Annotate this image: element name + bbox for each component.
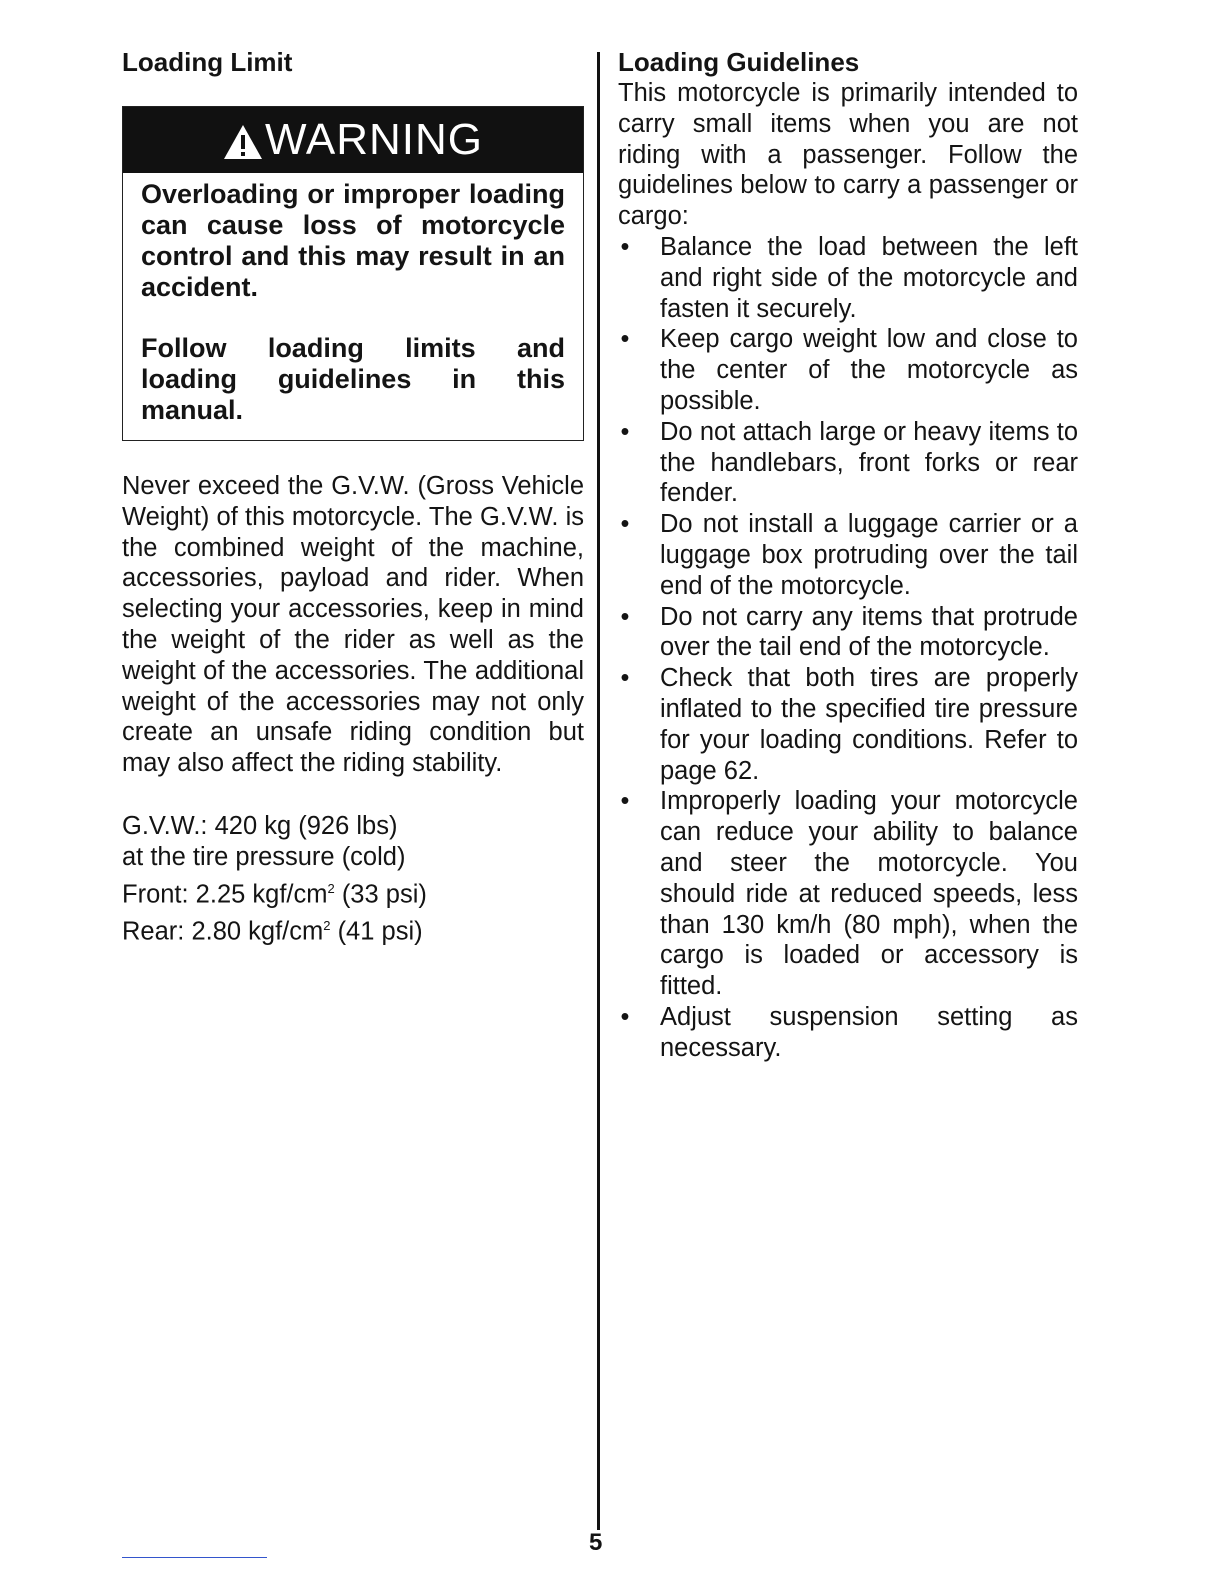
front-tire-pressure	[122, 873, 584, 911]
list-item: • Balance the load between the left and right side of the motorcycle and fasten it securely.	[618, 232, 1078, 324]
loading-guidelines-heading: Loading Guidelines	[618, 47, 860, 77]
list-item: • Do not install a luggage carrier or a luggage box protruding over the tail end of the motorcycle.	[618, 509, 1078, 601]
warning-body	[123, 173, 583, 440]
warning-text-1: Overloading or improper loading can cause loss of motorcycle control and this may result in an accident.	[141, 179, 565, 302]
list-item: • Check that both tires are properly inflated to the specified tire pressure for your loading conditions. Refer to page 62.	[618, 663, 1078, 786]
list-item: • Keep cargo weight low and close to the center of the motorcycle as possible.	[618, 324, 1078, 416]
warning-text-2: Follow loading limits and loading guidelines in this manual.	[141, 333, 565, 425]
bullet-icon: •	[620, 510, 630, 539]
page-number: 5	[589, 1529, 603, 1556]
list-item: • Do not carry any items that protrude over the tail end of the motorcycle.	[618, 602, 1078, 664]
front-psi: (33 psi)	[334, 880, 427, 909]
bullet-icon: •	[620, 1002, 630, 1031]
warning-box	[122, 106, 584, 441]
front-label: Front: 2.25 kgf/cm	[122, 880, 328, 909]
gvw-value: G.V.W.: 420 kg (926 lbs)	[122, 811, 398, 840]
left-column	[122, 46, 584, 948]
warning-triangle-icon	[223, 124, 263, 160]
rear-psi: (41 psi)	[330, 917, 423, 946]
rear-label: Rear: 2.80 kgf/cm	[122, 917, 324, 946]
column-divider	[597, 52, 600, 1530]
tire-pressure-condition: at the tire pressure (cold)	[122, 842, 406, 871]
footer-rule	[122, 1557, 267, 1558]
bullet-icon: •	[620, 325, 630, 354]
front-superscript: 2	[327, 880, 335, 896]
gvw-spec	[122, 811, 584, 948]
rear-tire-pressure	[122, 910, 584, 948]
guidelines-intro: This motorcycle is primarily intended to carry small items when you are not riding with a passenger. Follow the guidelines below to carry a passenger or cargo:	[618, 79, 1078, 231]
warning-title: WARNING	[264, 115, 484, 164]
warning-header	[123, 107, 583, 173]
bullet-icon: •	[620, 232, 630, 261]
rear-superscript: 2	[323, 918, 331, 934]
bullet-icon: •	[620, 787, 630, 816]
list-item: • Improperly loading your motorcycle can reduce your ability to balance and steer the motorcycle. You should ride at reduced speeds, less than 130 km/h (80 mph), when the cargo is loaded or accessory is fitted.	[618, 786, 1078, 1002]
list-item: • Do not attach large or heavy items to the handlebars, front forks or rear fender.	[618, 417, 1078, 509]
right-column	[618, 46, 1078, 1064]
list-item: • Adjust suspension setting as necessary.	[618, 1002, 1078, 1064]
bullet-icon: •	[620, 664, 630, 693]
bullet-icon: •	[620, 417, 630, 446]
guidelines-list	[618, 232, 1078, 1064]
bullet-icon: •	[620, 602, 630, 631]
loading-limit-heading: Loading Limit	[122, 47, 293, 77]
gvw-paragraph: Never exceed the G.V.W. (Gross Vehicle Weight) of this motorcycle. The G.V.W. is the combined weight of the machine, accessories, payload and rider. When selecting your accessories, keep in mind the weight of the rider as well as the weight of the accessories. The additional weight of the accessories may not only create an unsafe riding condition but may also affect the riding stability.	[122, 472, 584, 778]
